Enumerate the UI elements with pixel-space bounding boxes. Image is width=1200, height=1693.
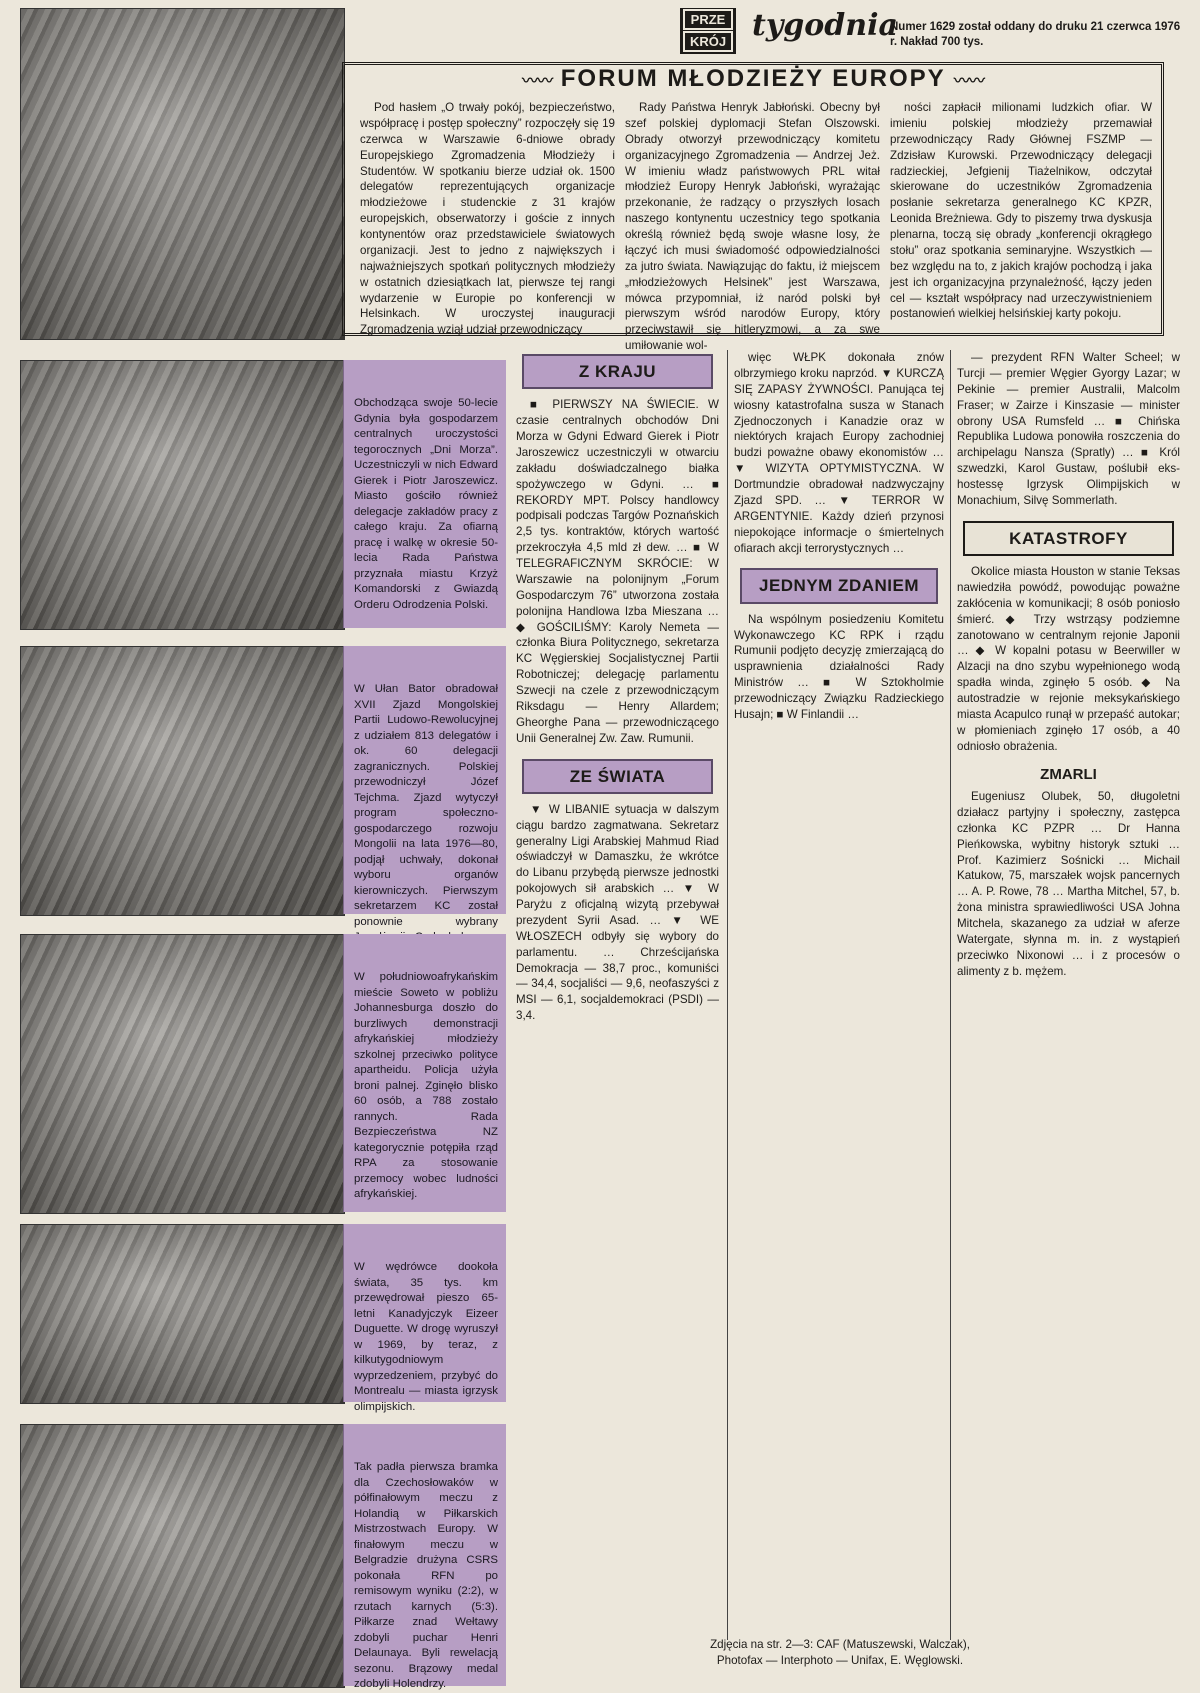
column-world-news: [734, 350, 944, 1640]
walker-photo: [20, 1224, 345, 1404]
column-kraj-swiat: [516, 350, 719, 1648]
jednym-zdaniem-text: Na wspólnym posiedzeniu Komitetu Wykonawczego KC RPK i rządu Rumunii podjęto decyzję zmierzającą do usprawnienia działalności Rady Ministrów … ■ W Sztokholmie przewodniczący Związku Radzieckiego Husajn; ■ W Finlandii …: [734, 612, 944, 721]
forum-column-2: Rady Państwa Henryk Jabłoński. Obecny był szef polskiej dyplomacji Stefan Olszowski. Obrady otworzył przewodniczący komitetu organizacyjnego Zgromadzenia — Andrzej Jeż. W imieniu władz państwowych PRL witał młodzież Europy Henryk Jabłoński, wyrażając przekonanie, że radzący o przyszłych losach naszego kontynentu uczestnicy tego spotkania określą również będą swoje własne losy, że łączyć ich musi świadomość odpowiedzialności za jutro świata. Nawiązując do faktu, iż miejscem „młodzieżowych Helsinek” jest Warszawa, mówca przypomniał, iż naród polski był pierwszym wśród narodów Europy, który przeciwstawił się hitleryzmowi, a za swe umiłowanie wol-: [625, 101, 880, 353]
publication-info: Numer 1629 został oddany do druku 21 czerwca 1976 r. Nakład 700 tys.: [890, 21, 1181, 48]
jednym-zdaniem-heading: JEDNYM ZDANIEM: [740, 568, 938, 603]
credits-line-1: Zdjęcia na str. 2—3: CAF (Matuszewski, Walczak),: [710, 1638, 970, 1651]
world-news-text: więc WŁPK dokonała znów olbrzymiego kroku naprzód. ▼ KURCZĄ SIĘ ZAPASY ŻYWNOŚCI. Panująca tej wiosny katastrofalna susza w Stanach Zjednoczonych i Kanadzie oraz w niektórych krajach Europy zachodniej budzi poważne obawy ekonomistów … ▼ WIZYTA OPTYMISTYCZNA. W Dortmundzie obradował nadzwyczajny Zjazd SPD. … ▼ TERROR W ARGENTYNIE. Każdy dzień przynosi niepokojące informacje o śmiertelnych ofiarach akcji terrorystycznych …: [734, 351, 944, 555]
katastrofy-text: Okolice miasta Houston w stanie Teksas nawiedziła powódź, powodując poważne zakłócenia w komunikacji; 8 osób poniosło śmierć. ◆ Trzy wstrząsy podziemne zanotowano w centralnym rejonie Japonii … ◆ W kopalni potasu w Beerwiller w Alzacji na dno szybu wypełnionego wodą spadła winda, zginęło 5 osób. ◆ Na autostradzie w rejonie meksykańskiego miasta Acapulco runął w przepaść autokar; w płomieniach zginęło 17 osób, a 40 odniosło obrażenia.: [957, 565, 1180, 753]
column-divider: [950, 350, 951, 1640]
right-column-text: — prezydent RFN Walter Scheel; w Turcji — premier Węgier Gyorgy Lazar; w Pekinie — premier Australii, Malcolm Fraser; w Zairze i Kinszasie — minister obrony USA Rumsfeld … ■ Chińska Republika Ludowa ponowiła roszczenia do archipelagu Nansza (Spratly) … ■ Król szwedzki, Karol Gustaw, poślubił eks-hostessę Igrzysk Olimpijskich w Monachium, Silvę Sommerlath.: [957, 351, 1180, 507]
caption-walker: W wędrówce dookoła świata, 35 tys. km przewędrował pieszo 65-letni Kanadyjczyk Eizeer Duguette. W drogę wyruszył w 1969, by teraz, z kilkutygodniowym wyprzedzeniem, przybyć do Montrealu — miasta igrzysk olimpijskich.: [343, 1224, 506, 1402]
caption-football: Tak padła pierwsza bramka dla Czechosłowaków w półfinałowym meczu z Holandią w Piłkarskich Mistrzostwach Europy. W finałowym meczu w Belgradzie drużyna CSRS pokonała RFN po remisowym wyniku (2:2), w rzutach karnych (5:3). Piłkarze znad Wełtawy zdobyli puchar Henri Delaunaya. Byli rewelacją sezonu. Brązowy medal zdobyli Holendrzy.: [343, 1424, 506, 1686]
wave-left-decoration: 〰〰: [522, 73, 553, 90]
photo-credits: [640, 1637, 1040, 1668]
forum-headline: [342, 65, 1164, 93]
ze-swiata-heading: ZE ŚWIATA: [522, 759, 713, 794]
ulan-bator-photo: [20, 646, 345, 916]
caption-ulan-bator: W Ułan Bator obradował XVII Zjazd Mongolskiej Partii Ludowo-Rewolucyjnej z udziałem 813 delegatów i ok. 60 delegacji zagranicznych. Polskiej przewodniczył Józef Tejchma. Zjazd wytyczył program społeczno-gospodarczego rozwoju Mongolii na lata 1976—80, podjął uchwały, dokonał wyboru organów kierowniczych. Pierwszym sekretarzem KC został ponownie wybrany: [343, 646, 506, 914]
credits-line-2: Photofax — Interphoto — Unifax, E. Węglowski.: [716, 1653, 964, 1667]
z-kraju-heading: Z KRAJU: [522, 354, 713, 389]
z-kraju-text: ■ PIERWSZY NA ŚWIECIE. W czasie centralnych obchodów Dni Morza w Gdyni Edward Gierek i Piotr Jaroszewicz uczestniczyli w otwarciu zakładu doświadczalnego białka spożywczego w Gdyni. … ■ REKORDY MPT. Polscy handlowcy podpisali podczas Targów Poznańskich 2,5 tys. kontraktów, których wartość przekroczyła 4,5 mld zł dew. … ■ W TELEGRAFICZNYM SKRÓCIE: W Warszawie na polonijnym „Forum Gospodarczym 76” utworzona została polonijna Handlowa Izba Mieszana … ◆ GOŚCILIŚMY: Karoly Nemeta — członka Biura Politycznego, sekretarza KC Węgierskiej Socjalistycznej Partii Robotniczej; delegację parlamentu Szwecji na czele z przewodniczącym Riksdagu — Henry Allardem; Gheorghe Pana — przewodniczącego Unii Generalnej Zw. Zaw. Rumunii.: [516, 398, 719, 745]
caption-gdynia: Obchodząca swoje 50-lecie Gdynia była gospodarzem centralnych uroczystości tegorocznych „Dni Morza”. Uczestniczyli w nich Edward Gierek i Piotr Jaroszewicz. Miasto gościło również delegacje zakładów pracy z całego kraju. Za ofiarną pracę i walkę w okresie 50-lecia Rada Państwa przyznała miastu Krzyż Komandorski z Gwiazdą Orderu Odrodzenia Polski.: [343, 360, 506, 628]
caption-soweto: W południowoafrykańskim mieście Soweto w pobliżu Johannesburga doszło do burzliwych demonstracji afrykańskiej młodzieży szkolnej przeciwko polityce apartheidu. Policja użyła broni palnej. Zginęło blisko 60 osób, a 788 zostało rannych. Rada Bezpieczeństwa NZ kategorycznie potępiła rząd RPA za stosowanie przemocy wobec ludności afrykańskiej.: [343, 934, 506, 1212]
soweto-photo: [20, 934, 345, 1214]
football-photo: [20, 1424, 345, 1688]
section-title: tygodnia: [752, 8, 898, 43]
zmarli-text: Eugeniusz Olubek, 50, długoletni działacz partyjny i społeczny, zastępca członka KC PZPR … Dr Hanna Pieńkowska, wybitny historyk sztuki … Prof. Kazimierz Sośnicki … Michail Katukow, 75, marszałek wojsk pancernych … A. P. Rowe, 78 … Martha Mitchel, 57, b. żona ministra sprawiedliwości USA Johna Mitchela, skazanego za udział w aferze Watergate, słynna m. in. z wystąpień przeciwko Nixonowi … i z procesów o alimenty z b. mężem.: [957, 790, 1180, 978]
column-right: [957, 350, 1180, 1640]
forum-title: FORUM MŁODZIEŻY EUROPY: [560, 65, 946, 92]
ze-swiata-text: ▼ W LIBANIE sytuacja w dalszym ciągu bardzo zagmatwana. Sekretarz generalny Ligi Arabskiej Mahmud Riad oświadczył w Damaszku, że wkrótce do Libanu przybędą pierwsze jednostki pokojowych sił arabskich … ▼ W Paryżu z oficjalną wizytą przebywał prezydent Syrii Asad. … ▼ WE WŁOSZECH odbyły się wybory do parlamentu. … Chrześcijańska Demokracja — 38,7 proc., komuniści — 34,4, socjaliści — 9,6, neofaszyści z MSI — 6,1, socjaldemokraci (PSDI) — 3,4.: [516, 802, 719, 1023]
logo-line-1: PRZE: [683, 9, 733, 30]
forum-photo: [20, 8, 345, 340]
forum-column-1: Pod hasłem „O trwały pokój, bezpieczeństwo, współpracę i postęp społeczny” rozpoczęły się 19 czerwca w Warszawie 6-dniowe obrady Europejskiego Zgromadzenia Młodzieży i Studentów. W spotkaniu bierze udział ok. 1500 delegatów reprezentujących organizacje młodzieżowe i studenckie z 31 krajów europejskich, obserwatorzy i goście z innych kontynentów oraz przedstawiciele światowych organizacji. Jest to jedno z największych i najważniejszych spotkań politycznych młodzieży w ostatnich dziesiątkach lat, pierwsze tej rangi wydarzenie w Europie po konferencji w Helsinkach. W uroczystej inauguracji Zgromadzenia wziął udział przewodniczący: [360, 101, 615, 337]
column-divider: [727, 350, 728, 1640]
gdynia-photo: [20, 360, 345, 630]
zmarli-heading: ZMARLI: [1040, 765, 1097, 783]
forum-column-3: ności zapłacił milionami ludzkich ofiar. W imieniu polskiej młodzieży przemawiał przewodniczący Rady Głównej FSZMP — Zdzisław Kurowski. Przewodniczący delegacji radzieckiej, Jefgienij Tiażelnikow, odczytał skierowane do uczestników Zgromadzenia posłanie sekretarza generalnego KC KPZR, Leonida Breżniewa. Gdy to piszemy trwa dyskusja plenarna, toczą się obrady „konferencji okrągłego stołu” oraz spotkania seminaryjne. Wszystkich — bez względu na to, z jakich krajów pochodzą i jaka jest ich organizacyjna przynależność, łączy jeden cel — kształt współpracy nad urzeczywistnieniem postanowień wielkiej helsińskiej karty pokoju.: [890, 101, 1152, 321]
przekroj-logo: [680, 8, 736, 54]
katastrofy-heading: KATASTROFY: [963, 521, 1174, 556]
logo-line-2: KRÓJ: [683, 31, 733, 52]
wave-right-decoration: 〰〰: [953, 73, 984, 90]
